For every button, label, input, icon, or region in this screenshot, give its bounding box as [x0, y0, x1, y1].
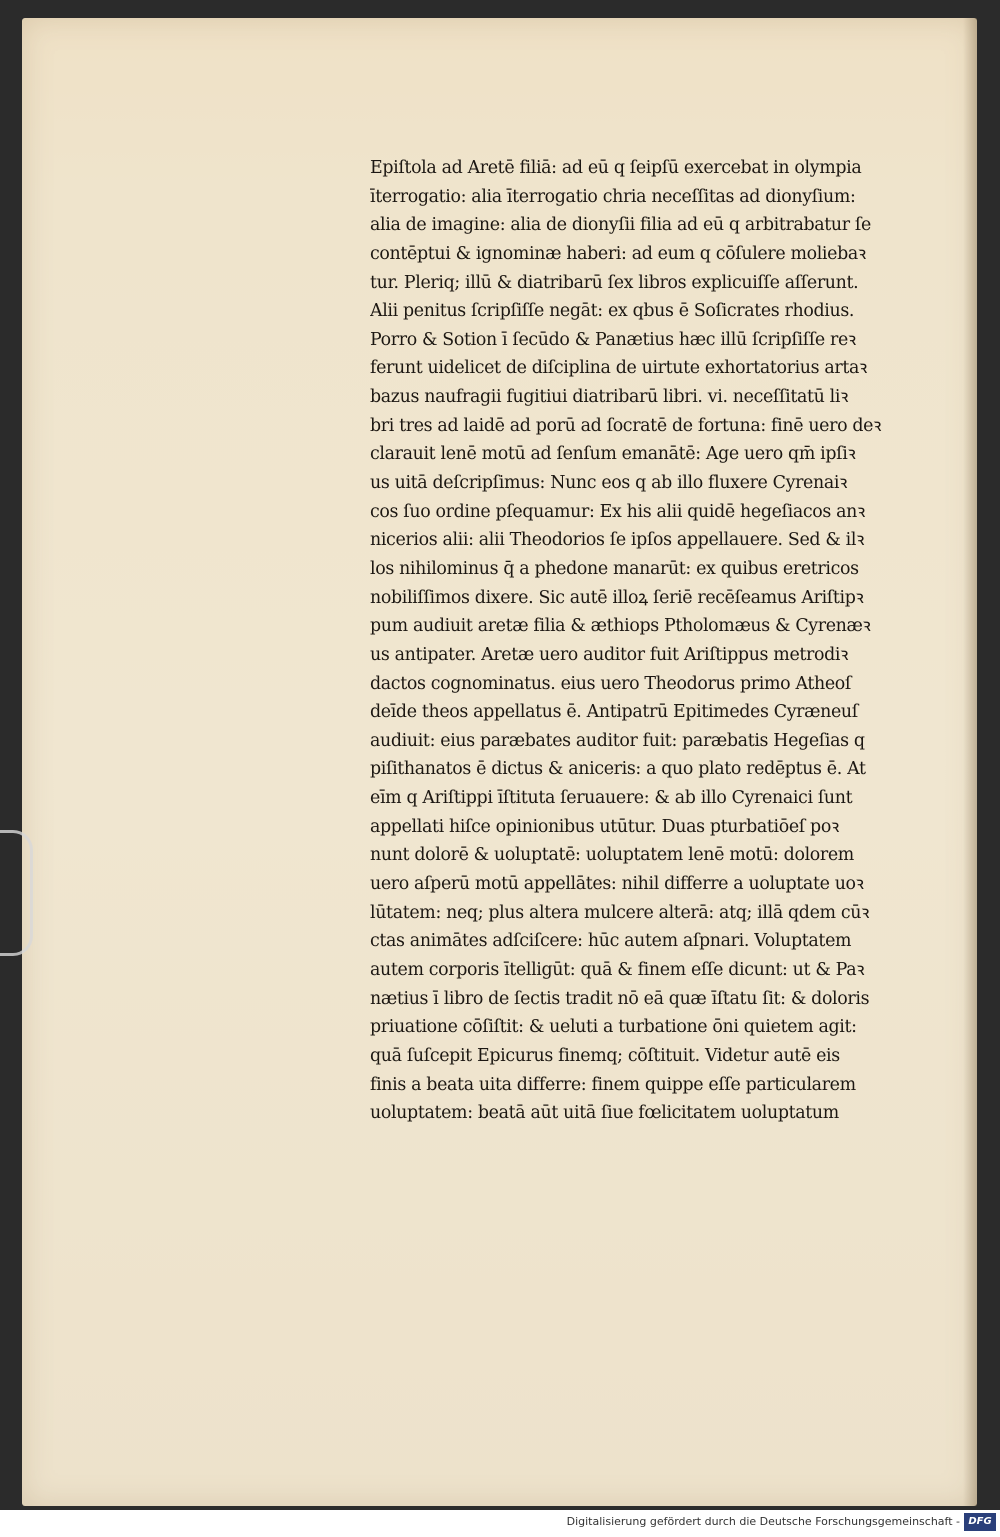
text-line: bazus naufragii fugitiui diatribarū libri. vi. neceſſitatū liꝛ — [370, 387, 848, 408]
dfg-logo: DFG — [964, 1513, 996, 1531]
text-line: deīde theos appellatus ē. Antipatrū Epitimedes Cyræneuſ — [370, 702, 858, 723]
text-line: ctas animātes adſciſcere: hūc autem aſpnari. Voluptatem — [370, 931, 852, 952]
text-line: piſithanatos ē dictus & aniceris: a quo plato redēptus ē. At — [370, 759, 866, 780]
text-line: tur. Pleriq; illū & diatribarū ſex libros explicuiſſe aſſerunt. — [370, 272, 859, 293]
text-line: los nihilominus q̄ a phedone manarūt: ex quibus eretricos — [370, 558, 859, 579]
text-line: nætius ī libro de ſectis tradit nō eā quæ īſtatu ſit: & doloris — [370, 988, 870, 1009]
text-line: bri tres ad laidē ad porū ad ſocratē de fortuna: finē uero deꝛ — [370, 415, 881, 436]
text-line: appellati hiſce opinionibus utūtur. Duas pturbatiōeſ poꝛ — [370, 816, 839, 837]
text-line: cos ſuo ordine pſequamur: Ex his alii quidē hegeſiacos anꝛ — [370, 501, 865, 522]
text-line: Porro & Sotion ī ſecūdo & Panætius hæc illū ſcripſiſſe reꝛ — [370, 329, 856, 350]
text-line: lūtatem: neq; plus altera mulcere alterā: atq; illā qdem cūꝛ — [370, 902, 869, 923]
text-line: quā ſuſcepit Epicurus finemq; cōſtituit. Videtur autē eis — [370, 1045, 840, 1066]
text-line: audiuit: eius paræbates auditor fuit: paræbatis Hegeſias q — [370, 730, 865, 751]
text-line: Epiſtola ad Aretē filiā: ad eū q ſeipſū exercebat in olympia — [370, 158, 862, 178]
text-line: clarauit lenē motū ad ſenſum emanātē: Age uero qm̄ ipſiꝛ — [370, 444, 856, 465]
text-line: pum audiuit aretæ filia & æthiops Ptholomæus & Cyrenæꝛ — [370, 616, 871, 637]
footer-bar — [0, 1510, 1000, 1537]
text-line: uero aſperū motū appellātes: nihil differre a uoluptate uoꝛ — [370, 874, 864, 895]
text-line: priuatione cōſiſtit: & ueluti a turbatione ōni quietem agit: — [370, 1017, 857, 1038]
text-line: nobiliſſimos dixere. Sic autē illoꝝ ſeriē recēſeamus Ariſtipꝛ — [370, 587, 864, 608]
text-line: īterrogatio: alia īterrogatio chria neceſſitas ad dionyſium: — [370, 186, 856, 207]
text-line: ferunt uidelicet de diſciplina de uirtute exhortatorius artaꝛ — [370, 358, 867, 379]
text-line: autem corporis ītelligūt: quā & finem eſſe dicunt: ut & Paꝛ — [370, 959, 865, 980]
text-line: nunt dolorē & uoluptatē: uoluptatem lenē motū: dolorem — [370, 845, 854, 866]
text-line: uoluptatem: beatā aūt uitā ſiue fœlicitatem uoluptatum — [370, 1103, 839, 1124]
text-line: eīm q Ariſtippi īſtituta ſeruauere: & ab illo Cyrenaici ſunt — [370, 788, 853, 809]
clip-decoration — [0, 830, 33, 956]
text-line: alia de imagine: alia de dionyſii filia ad eū q arbitrabatur ſe — [370, 215, 871, 236]
text-line: Alii penitus ſcripſiſſe negāt: ex qbus ē Soſicrates rhodius. — [370, 301, 855, 322]
text-line: us uitā deſcripſimus: Nunc eos q ab illo fluxere Cyrenaiꝛ — [370, 473, 847, 494]
text-line: us antipater. Aretæ uero auditor fuit Ariſtippus metrodiꝛ — [370, 644, 848, 665]
footer-credit: Digitalisierung gefördert durch die Deutsche Forschungsgemeinschaft - — [566, 1515, 960, 1528]
text-line: nicerios alii: alii Theodorios ſe ipſos appellauere. Sed & ilꝛ — [370, 530, 864, 551]
text-line: dactos cognominatus. eius uero Theodorus primo Atheoſ — [370, 673, 851, 694]
text-line: contēptui & ignominæ haberi: ad eum q cōſulere moliebaꝛ — [370, 243, 866, 264]
text-line: finis a beata uita differre: finem quippe eſſe particularem — [370, 1074, 856, 1095]
text-block — [370, 154, 966, 1128]
